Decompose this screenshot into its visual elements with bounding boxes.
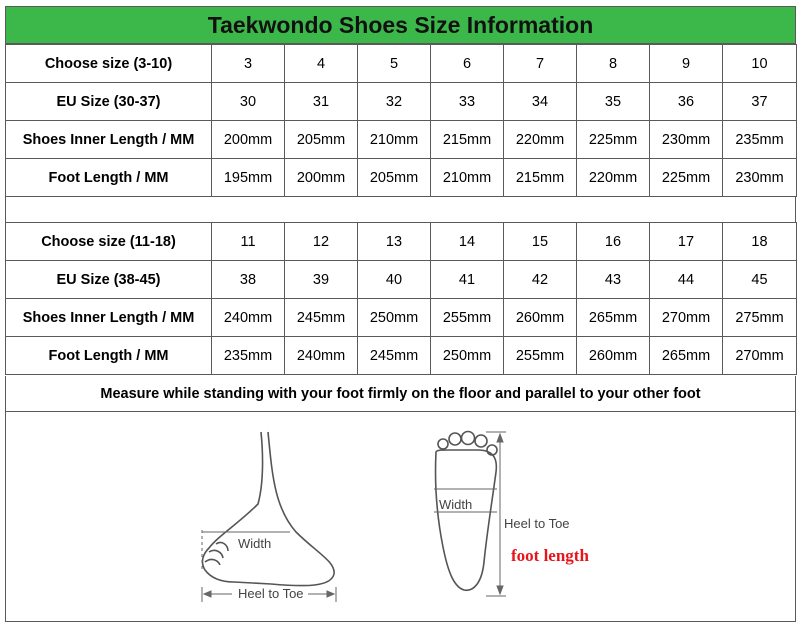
table-cell: 245mm — [285, 299, 358, 337]
size-table-group-1 — [5, 44, 797, 197]
top-length-label: Heel to Toe — [504, 516, 570, 531]
measure-note: Measure while standing with your foot firmly on the floor and parallel to your other foot — [5, 376, 796, 412]
table-cell: 42 — [504, 261, 577, 299]
foot-length-label: foot length — [511, 546, 589, 565]
table-cell: 8 — [577, 45, 650, 83]
table-cell: 250mm — [431, 337, 504, 375]
table-cell: 12 — [285, 223, 358, 261]
table-cell: 11 — [212, 223, 285, 261]
table-cell: 230mm — [723, 159, 797, 197]
table-cell: 225mm — [577, 121, 650, 159]
table-cell: 34 — [504, 83, 577, 121]
table-cell: 275mm — [723, 299, 797, 337]
table-cell: 220mm — [504, 121, 577, 159]
table-row — [6, 261, 797, 299]
table-cell: 30 — [212, 83, 285, 121]
table-row — [6, 83, 797, 121]
table-cell: 17 — [650, 223, 723, 261]
table-cell: 31 — [285, 83, 358, 121]
table-cell: 240mm — [212, 299, 285, 337]
size-table-group-2 — [5, 222, 797, 375]
table-cell: 16 — [577, 223, 650, 261]
row-label: EU Size (30-37) — [6, 83, 212, 121]
foot-measure-illustration — [5, 412, 796, 622]
table-cell: 265mm — [650, 337, 723, 375]
table-cell: 255mm — [504, 337, 577, 375]
table-row — [6, 299, 797, 337]
table-cell: 245mm — [358, 337, 431, 375]
table-cell: 39 — [285, 261, 358, 299]
table-cell: 220mm — [577, 159, 650, 197]
table-row — [6, 337, 797, 375]
row-label: Choose size (11-18) — [6, 223, 212, 261]
table-cell: 235mm — [212, 337, 285, 375]
table-cell: 6 — [431, 45, 504, 83]
table-cell: 260mm — [504, 299, 577, 337]
table-cell: 270mm — [650, 299, 723, 337]
table-cell: 200mm — [212, 121, 285, 159]
table-cell: 7 — [504, 45, 577, 83]
table-cell: 37 — [723, 83, 797, 121]
foot-diagram — [6, 412, 797, 622]
table-cell: 14 — [431, 223, 504, 261]
row-label: Choose size (3-10) — [6, 45, 212, 83]
table-cell: 5 — [358, 45, 431, 83]
table-row — [6, 159, 797, 197]
table-row — [6, 121, 797, 159]
row-label: Shoes Inner Length / MM — [6, 121, 212, 159]
row-label: Foot Length / MM — [6, 337, 212, 375]
top-width-label: Width — [439, 497, 473, 512]
side-view-foot-icon — [202, 432, 334, 586]
table-cell: 235mm — [723, 121, 797, 159]
table-cell: 270mm — [723, 337, 797, 375]
table-cell: 205mm — [285, 121, 358, 159]
table-cell: 38 — [212, 261, 285, 299]
table-cell: 13 — [358, 223, 431, 261]
table-cell: 260mm — [577, 337, 650, 375]
table-cell: 43 — [577, 261, 650, 299]
table-cell: 225mm — [650, 159, 723, 197]
table-cell: 36 — [650, 83, 723, 121]
table-cell: 32 — [358, 83, 431, 121]
table-cell: 40 — [358, 261, 431, 299]
table-cell: 205mm — [358, 159, 431, 197]
table-cell: 265mm — [577, 299, 650, 337]
row-label: Shoes Inner Length / MM — [6, 299, 212, 337]
table-cell: 210mm — [358, 121, 431, 159]
table-cell: 45 — [723, 261, 797, 299]
table-cell: 44 — [650, 261, 723, 299]
table-cell: 3 — [212, 45, 285, 83]
table-cell: 215mm — [504, 159, 577, 197]
table-row — [6, 45, 797, 83]
table-cell: 240mm — [285, 337, 358, 375]
table-cell: 4 — [285, 45, 358, 83]
table-cell: 250mm — [358, 299, 431, 337]
table-cell: 9 — [650, 45, 723, 83]
table-cell: 210mm — [431, 159, 504, 197]
table-cell: 255mm — [431, 299, 504, 337]
table-cell: 195mm — [212, 159, 285, 197]
table-cell: 200mm — [285, 159, 358, 197]
table-cell: 215mm — [431, 121, 504, 159]
table-cell: 18 — [723, 223, 797, 261]
table-cell: 33 — [431, 83, 504, 121]
row-label: EU Size (38-45) — [6, 261, 212, 299]
row-label: Foot Length / MM — [6, 159, 212, 197]
side-length-label: Heel to Toe — [238, 586, 304, 601]
table-cell: 41 — [431, 261, 504, 299]
table-cell: 230mm — [650, 121, 723, 159]
table-cell: 15 — [504, 223, 577, 261]
table-cell: 35 — [577, 83, 650, 121]
size-chart — [5, 6, 796, 622]
table-cell: 10 — [723, 45, 797, 83]
side-width-label: Width — [238, 536, 272, 551]
chart-title: Taekwondo Shoes Size Information — [5, 6, 796, 44]
top-length-dimension — [486, 432, 506, 596]
table-row — [6, 223, 797, 261]
spacer-row — [5, 196, 796, 222]
